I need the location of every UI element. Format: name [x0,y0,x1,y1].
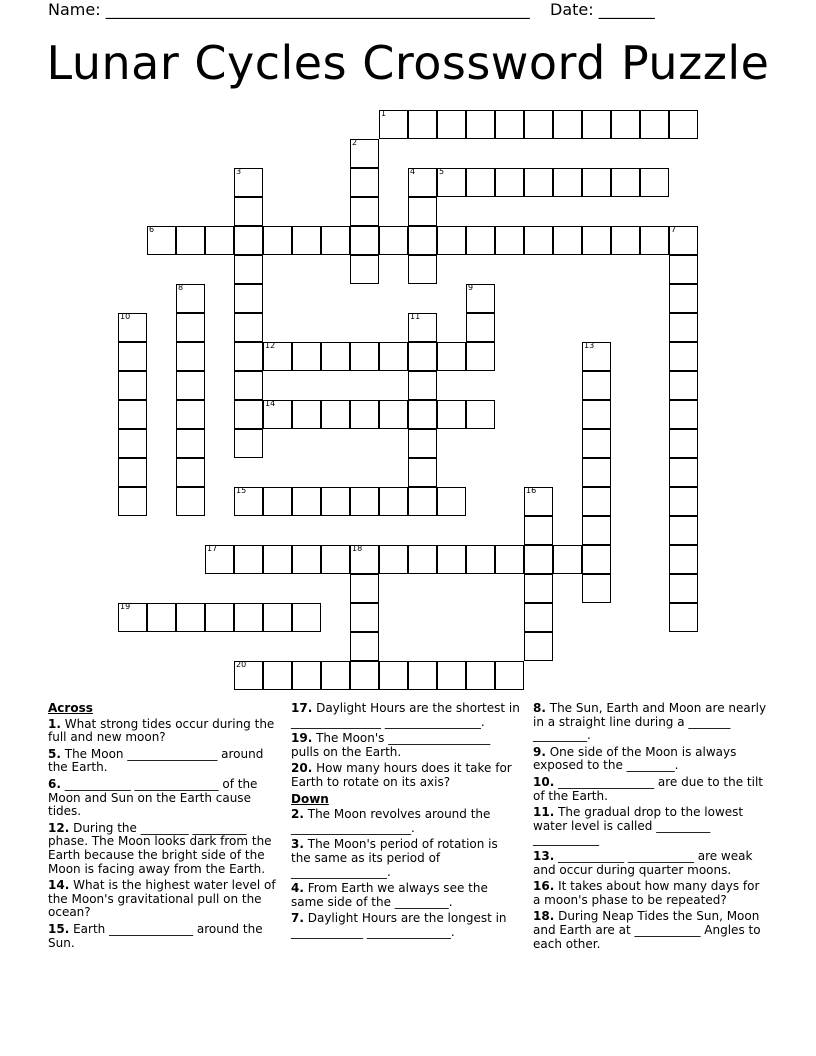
clue-across-14: 14. What is the highest water level of the Moon's gravitational pull on the ocean? [48,878,276,920]
clue-across-17: 17. Daylight Hours are the shortest in _______________ ________________. [291,701,520,729]
grid-cell[interactable] [582,400,611,429]
grid-cell[interactable] [321,545,350,574]
grid-cell[interactable] [292,226,321,255]
grid-cell[interactable] [669,371,698,400]
grid-cell[interactable] [582,226,611,255]
grid-cell[interactable] [292,342,321,371]
grid-cell[interactable] [234,545,263,574]
grid-cell[interactable] [379,400,408,429]
grid-cell[interactable] [611,226,640,255]
grid-cell[interactable] [495,545,524,574]
grid-cell[interactable] [176,487,205,516]
grid-cell[interactable] [350,342,379,371]
grid-cell[interactable] [350,661,379,690]
cell-number: 4 [410,167,416,176]
grid-cell[interactable] [408,255,437,284]
grid-cell[interactable] [524,632,553,661]
grid-cell[interactable] [611,110,640,139]
grid-cell[interactable] [176,429,205,458]
clue-across-1: 1. What strong tides occur during the full and new moon? [48,716,275,745]
grid-cell[interactable] [350,255,379,284]
cell-number: 17 [207,544,218,553]
grid-cell[interactable] [408,342,437,371]
grid-cell[interactable] [408,400,437,429]
clue-across-12: 12. During the ________ _________ phase. The Moon looks dark from the Earth because the bright side of the Moon is facing away from the Earth. [48,820,272,876]
grid-cell[interactable] [147,226,176,255]
clue-down-8: 8. The Sun, Earth and Moon are nearly in a straight line during a _______ _________. [533,701,767,743]
grid-cell[interactable] [640,226,669,255]
cell-number: 14 [265,399,276,408]
grid-cell[interactable] [292,487,321,516]
cell-number: 10 [120,312,131,321]
grid-cell[interactable] [553,545,582,574]
grid-cell[interactable] [524,516,553,545]
grid-cell[interactable] [321,342,350,371]
grid-cell[interactable] [176,226,205,255]
clues-column-2 [291,702,521,943]
grid-cell[interactable] [350,632,379,661]
grid-cell[interactable] [495,110,524,139]
grid-cell[interactable] [176,284,205,313]
grid-cell[interactable] [234,255,263,284]
grid-cell[interactable] [263,226,292,255]
grid-cell[interactable] [582,458,611,487]
grid-cell[interactable] [582,429,611,458]
name-blank[interactable]: _____________________________________________________ [105,0,530,19]
grid-cell[interactable] [292,661,321,690]
grid-cell[interactable] [437,400,466,429]
cell-number: 8 [178,283,184,292]
grid-cell[interactable] [379,342,408,371]
grid-cell[interactable] [466,342,495,371]
cell-number: 5 [439,167,445,176]
grid-cell[interactable] [321,226,350,255]
down-heading: Down [291,791,329,806]
grid-cell[interactable] [553,226,582,255]
grid-cell[interactable] [553,168,582,197]
cell-number: 11 [410,312,421,321]
grid-cell[interactable] [408,661,437,690]
grid-cell[interactable] [524,603,553,632]
grid-cell[interactable] [408,110,437,139]
grid-cell[interactable] [669,487,698,516]
clue-down-2: 2. The Moon revolves around the ____________________. [291,807,491,835]
clue-down-11: 11. The gradual drop to the lowest water level is called _________ ___________ [533,805,744,847]
grid-cell[interactable] [350,487,379,516]
grid-cell[interactable] [234,400,263,429]
grid-cell[interactable] [176,458,205,487]
grid-cell[interactable] [437,110,466,139]
grid-cell[interactable] [582,574,611,603]
grid-cell[interactable] [263,603,292,632]
grid-cell[interactable] [466,168,495,197]
grid-cell[interactable] [582,342,611,371]
clue-down-9: 9. One side of the Moon is always exposed to the ________. [533,744,737,773]
grid-cell[interactable] [669,574,698,603]
grid-cell[interactable] [292,400,321,429]
grid-cell[interactable] [234,661,263,690]
grid-cell[interactable] [350,168,379,197]
grid-cell[interactable] [350,545,379,574]
date-label: Date: [550,0,594,19]
grid-cell[interactable] [669,226,698,255]
grid-cell[interactable] [379,487,408,516]
grid-cell[interactable] [669,545,698,574]
clue-down-16: 16. It takes about how many days for a moon's phase to be repeated? [533,879,760,907]
grid-cell[interactable] [669,516,698,545]
grid-cell[interactable] [640,168,669,197]
grid-cell[interactable] [263,400,292,429]
grid-cell[interactable] [118,487,147,516]
cell-number: 2 [352,138,358,147]
grid-cell[interactable] [524,226,553,255]
grid-cell[interactable] [408,168,437,197]
grid-cell[interactable] [524,545,553,574]
grid-cell[interactable] [350,603,379,632]
cell-number: 12 [265,341,276,350]
grid-cell[interactable] [524,574,553,603]
grid-cell[interactable] [466,226,495,255]
grid-cell[interactable] [234,197,263,226]
grid-cell[interactable] [495,661,524,690]
grid-cell[interactable] [321,661,350,690]
cell-number: 18 [352,544,363,553]
grid-cell[interactable] [118,342,147,371]
grid-cell[interactable] [669,313,698,342]
grid-cell[interactable] [582,371,611,400]
clue-down-13: 13. ___________ ___________ are weak and occur during quarter moons. [533,848,753,877]
name-label: Name: [48,0,101,19]
grid-cell[interactable] [234,226,263,255]
across-heading: Across [48,701,93,715]
grid-cell[interactable] [466,400,495,429]
grid-cell[interactable] [437,545,466,574]
grid-cell[interactable] [408,371,437,400]
grid-cell[interactable] [466,661,495,690]
grid-cell[interactable] [669,255,698,284]
cell-number: 19 [120,602,131,611]
clue-down-18: 18. During Neap Tides the Sun, Moon and Earth are at ___________ Angles to each other. [533,909,761,951]
cell-number: 6 [149,225,155,234]
grid-cell[interactable] [292,545,321,574]
grid-cell[interactable] [408,313,437,342]
grid-cell[interactable] [669,342,698,371]
grid-cell[interactable] [350,139,379,168]
grid-cell[interactable] [263,661,292,690]
grid-cell[interactable] [350,226,379,255]
grid-cell[interactable] [379,545,408,574]
grid-cell[interactable] [118,429,147,458]
cell-number: 15 [236,486,247,495]
grid-cell[interactable] [466,110,495,139]
grid-cell[interactable] [234,168,263,197]
grid-cell[interactable] [118,313,147,342]
grid-cell[interactable] [292,603,321,632]
grid-cell[interactable] [379,661,408,690]
date-blank[interactable]: _______ [598,0,655,19]
grid-cell[interactable] [234,487,263,516]
grid-cell[interactable] [582,110,611,139]
clue-across-5: 5. The Moon _______________ around the Earth. [48,746,264,775]
grid-cell[interactable] [466,313,495,342]
grid-cell[interactable] [669,110,698,139]
clue-across-15: 15. Earth ______________ around the Sun. [48,921,263,950]
cell-number: 3 [236,167,242,176]
grid-cell[interactable] [234,284,263,313]
grid-cell[interactable] [524,487,553,516]
grid-cell[interactable] [437,168,466,197]
grid-cell[interactable] [582,545,611,574]
grid-cell[interactable] [234,371,263,400]
clue-down-7: 7. Daylight Hours are the longest in ____________ ______________. [291,911,507,939]
clues-column-1 [48,702,280,953]
grid-cell[interactable] [205,226,234,255]
grid-cell[interactable] [408,487,437,516]
grid-cell[interactable] [437,226,466,255]
grid-cell[interactable] [408,545,437,574]
grid-cell[interactable] [408,458,437,487]
grid-cell[interactable] [437,661,466,690]
grid-cell[interactable] [321,487,350,516]
grid-cell[interactable] [263,545,292,574]
grid-cell[interactable] [205,603,234,632]
cell-number: 7 [671,225,677,234]
grid-cell[interactable] [495,226,524,255]
grid-cell[interactable] [669,603,698,632]
clue-across-19: 19. The Moon's _________________ pulls on the Earth. [291,731,491,759]
cell-number: 13 [584,341,595,350]
grid-cell[interactable] [379,110,408,139]
grid-cell[interactable] [321,400,350,429]
grid-cell[interactable] [553,110,582,139]
cell-number: 1 [381,109,387,118]
grid-cell[interactable] [408,429,437,458]
grid-cell[interactable] [176,603,205,632]
grid-cell[interactable] [118,603,147,632]
grid-cell[interactable] [176,342,205,371]
grid-cell[interactable] [669,429,698,458]
grid-cell[interactable] [234,342,263,371]
grid-cell[interactable] [118,371,147,400]
clue-across-6: 6. ___________ ______________ of the Moon and Sun on the Earth cause tides. [48,776,258,819]
clue-down-10: 10. ________________ are due to the tilt of the Earth. [533,774,763,803]
grid-cell[interactable] [669,458,698,487]
grid-cell[interactable] [524,168,553,197]
grid-cell[interactable] [408,197,437,226]
grid-cell[interactable] [350,400,379,429]
clues-column-3 [533,702,769,954]
clue-down-3: 3. The Moon's period of rotation is the same as its period of ________________. [291,837,498,879]
clue-down-4: 4. From Earth we always see the same side of the _________. [291,881,488,909]
grid-cell[interactable] [495,168,524,197]
grid-cell[interactable] [466,545,495,574]
grid-cell[interactable] [582,516,611,545]
grid-cell[interactable] [205,545,234,574]
grid-cell[interactable] [408,226,437,255]
grid-cell[interactable] [437,342,466,371]
grid-cell[interactable] [176,313,205,342]
grid-cell[interactable] [118,400,147,429]
page-title: Lunar Cycles Crossword Puzzle [46,36,770,90]
cell-number: 16 [526,486,537,495]
grid-cell[interactable] [466,284,495,313]
grid-cell[interactable] [379,226,408,255]
grid-cell[interactable] [263,342,292,371]
clue-across-20: 20. How many hours does it take for Earth to rotate on its axis? [291,761,512,789]
grid-cell[interactable] [582,168,611,197]
grid-cell[interactable] [350,574,379,603]
cell-number: 9 [468,283,474,292]
cell-number: 20 [236,660,247,669]
grid-cell[interactable] [350,197,379,226]
grid-cell[interactable] [582,487,611,516]
grid-cell[interactable] [176,371,205,400]
grid-cell[interactable] [263,487,292,516]
grid-cell[interactable] [234,429,263,458]
grid-cell[interactable] [524,110,553,139]
grid-cell[interactable] [437,487,466,516]
grid-cell[interactable] [640,110,669,139]
grid-cell[interactable] [669,284,698,313]
grid-cell[interactable] [147,603,176,632]
grid-cell[interactable] [118,458,147,487]
grid-cell[interactable] [234,603,263,632]
grid-cell[interactable] [234,313,263,342]
grid-cell[interactable] [176,400,205,429]
grid-cell[interactable] [669,400,698,429]
grid-cell[interactable] [611,168,640,197]
